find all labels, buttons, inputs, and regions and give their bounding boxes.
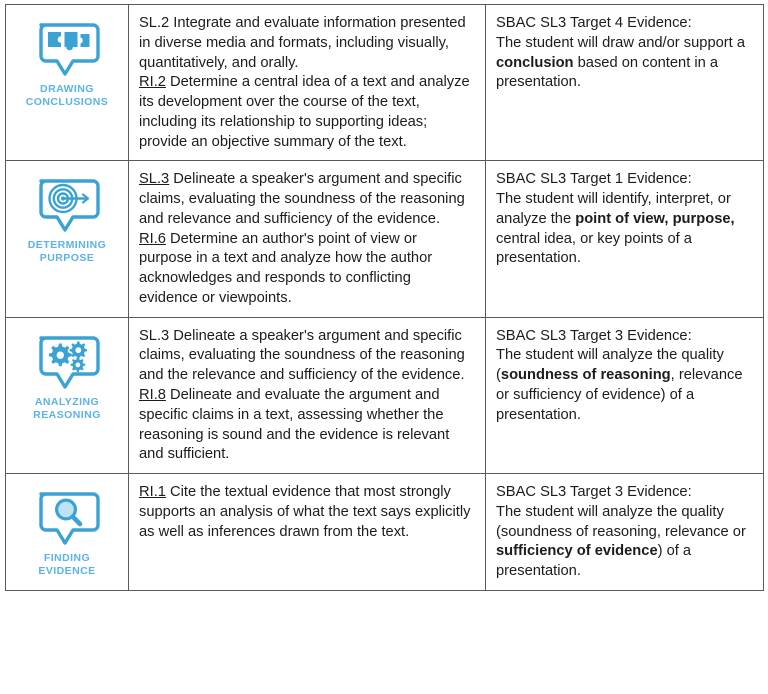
speech-bubble-magnifier-icon xyxy=(33,488,101,548)
speech-bubble-puzzle-icon xyxy=(33,19,101,79)
evidence-body xyxy=(496,346,751,425)
icon-cell xyxy=(6,474,129,591)
evidence-body xyxy=(496,190,751,269)
standards-cell xyxy=(129,161,486,317)
standard-statement xyxy=(139,483,473,542)
icon-label: ANALYZING REASONING xyxy=(33,395,101,421)
evidence-keyword: point of view, purpose, xyxy=(575,210,735,227)
standard-code: SL.3 xyxy=(139,171,170,188)
standard-text: Determine a central idea of a text and analyze its development over the course of the text, including its relationship to supporting ideas; provide an objective summary of the text. xyxy=(139,74,470,150)
standard-statement xyxy=(139,327,473,386)
standard-text: Integrate and evaluate information presented in diverse media and formats, including visually, quantitatively, and orally. xyxy=(139,15,466,71)
standard-code: SL.2 xyxy=(139,15,170,31)
icon-cell xyxy=(6,161,129,317)
table-row xyxy=(6,5,764,161)
table-body xyxy=(6,5,764,591)
evidence-text: central idea, or key points of a presentation. xyxy=(496,230,692,267)
evidence-text: The student will analyze the quality ( xyxy=(496,347,724,384)
evidence-text: based on content in a presentation. xyxy=(496,54,719,91)
speech-bubble-gears-icon xyxy=(33,332,101,392)
icon-cell xyxy=(6,317,129,473)
standard-code: RI.2 xyxy=(139,74,166,91)
icon-label: DRAWING CONCLUSIONS xyxy=(25,83,109,109)
standard-text: Delineate a speaker's argument and specific claims, evaluating the soundness of the reasoning and the relevance and sufficiency of the evidence. xyxy=(139,327,465,384)
evidence-text: , relevance or sufficiency of evidence) of a presentation. xyxy=(496,367,743,423)
standard-text: Delineate a speaker's argument and specific claims, evaluating the soundness of the reasoning and relevance and sufficiency of the evidence. xyxy=(139,171,465,227)
standard-text: Delineate and evaluate the argument and specific claims in a text, assessing whether the reasoning is sound and the evidence is relevant and sufficient. xyxy=(139,387,450,463)
standard-code: SL.3 xyxy=(139,327,170,344)
standard-code: RI.8 xyxy=(139,387,166,404)
evidence-text: The student will draw and/or support a xyxy=(496,34,746,51)
standard-statement xyxy=(139,73,473,152)
evidence-heading: SBAC SL3 Target 1 Evidence: xyxy=(496,171,692,188)
evidence-heading: SBAC SL3 Target 3 Evidence: xyxy=(496,484,692,501)
evidence-keyword: soundness of reasoning xyxy=(500,367,671,384)
evidence-cell xyxy=(486,317,764,473)
evidence-body xyxy=(496,503,751,582)
evidence-heading: SBAC SL3 Target 3 Evidence: xyxy=(496,327,692,344)
standards-matrix-table xyxy=(5,4,764,591)
table-row xyxy=(6,474,764,591)
evidence-cell xyxy=(486,161,764,317)
evidence-cell xyxy=(486,5,764,161)
evidence-text: The student will identify, interpret, or analyze the xyxy=(496,191,731,227)
evidence-text: ) of a presentation. xyxy=(496,543,692,580)
standards-cell xyxy=(129,474,486,591)
standards-cell xyxy=(129,5,486,161)
standard-statement xyxy=(139,170,473,229)
evidence-cell xyxy=(486,474,764,591)
table-row xyxy=(6,161,764,317)
evidence-heading: SBAC SL3 Target 4 Evidence: xyxy=(496,15,692,31)
icon-label: FINDING EVIDENCE xyxy=(38,552,96,578)
table-row xyxy=(6,317,764,473)
icon-label: DETERMINING PURPOSE xyxy=(27,239,107,265)
standard-statement xyxy=(139,14,473,73)
standard-text: Cite the textual evidence that most strongly supports an analysis of what the text says explicitly as well as inferences drawn from the text. xyxy=(139,484,471,540)
standard-code: RI.1 xyxy=(139,484,166,501)
standard-text: Determine an author's point of view or purpose in a text and analyze how the author acknowledges and responds to conflicting evidence or viewpoints. xyxy=(139,230,433,306)
speech-bubble-target-icon xyxy=(33,175,101,235)
evidence-keyword: conclusion xyxy=(496,54,574,71)
standards-cell xyxy=(129,317,486,473)
standard-code: RI.6 xyxy=(139,230,166,247)
evidence-keyword: sufficiency of evidence xyxy=(496,543,658,560)
standard-statement xyxy=(139,230,473,309)
standard-statement xyxy=(139,386,473,465)
evidence-body xyxy=(496,34,751,93)
icon-cell xyxy=(6,5,129,161)
evidence-text: The student will analyze the quality (soundness of reasoning, relevance or xyxy=(496,503,746,540)
